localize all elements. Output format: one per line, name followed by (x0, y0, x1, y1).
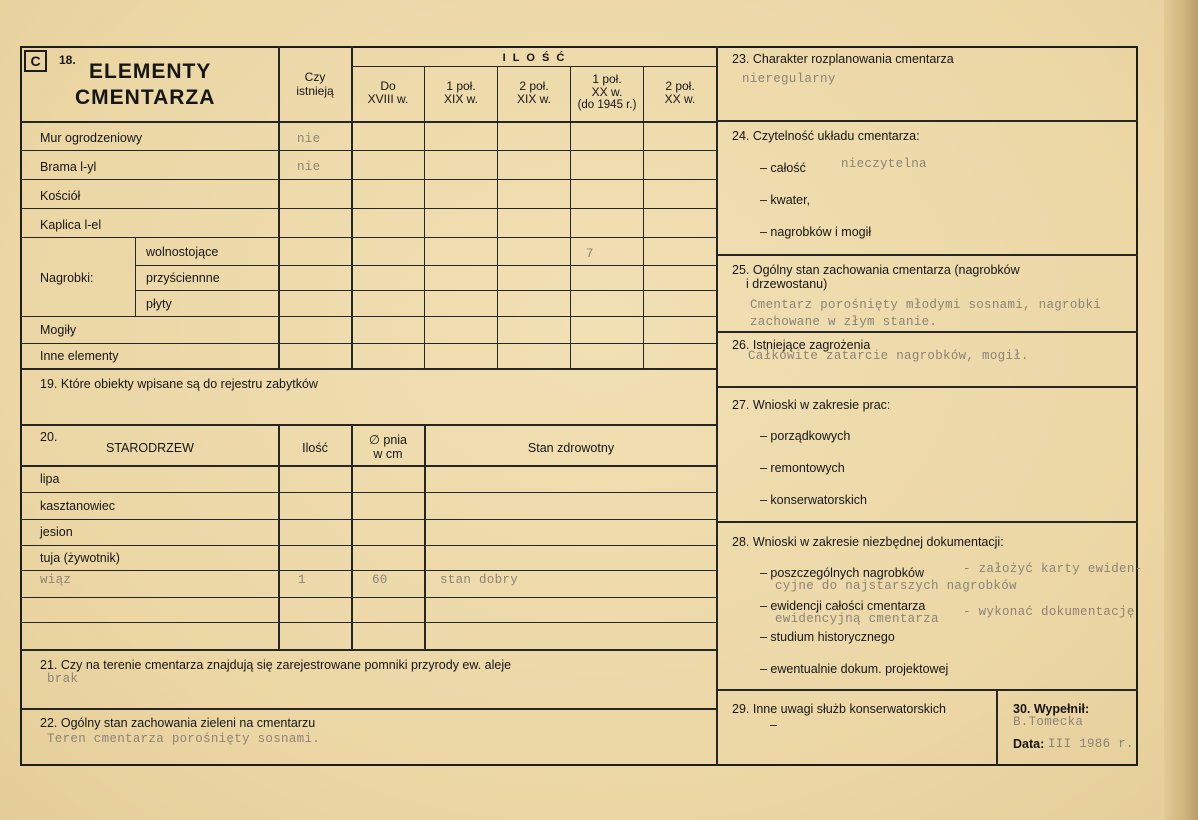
s30-date-label: Data: (1013, 737, 1045, 751)
s24-bottom-line (717, 254, 1138, 256)
s23-answer: nieregularny (742, 72, 836, 86)
s28-ewentualnie: – ewentualnie dokum. projektowej (760, 662, 949, 676)
row-line (135, 290, 717, 291)
s18-header-line (20, 121, 717, 123)
col-do-xviii-2: XVIII w. (367, 92, 409, 106)
s20-title: STARODRZEW (106, 441, 194, 455)
s24-calosc: – całość (760, 161, 806, 175)
col-1pol-xix-2: XIX w. (443, 92, 478, 106)
s30-date: III 1986 r. (1048, 737, 1134, 751)
col-1pol-xx-2: XX w. (591, 85, 623, 99)
s23-label: 23. Charakter rozplanowania cmentarza (732, 52, 954, 66)
s20-col-ilosc: Ilość (302, 441, 328, 455)
s21-bottom-line (20, 708, 717, 710)
tree-wiaz-pien: 60 (372, 573, 388, 587)
row-label-mur: Mur ogrodzeniowy (40, 131, 143, 145)
s20-row-line (20, 519, 717, 520)
row-label-kaplica: Kaplica l-el (40, 218, 102, 232)
col-czy-header: Czy (304, 70, 326, 84)
col-1pol-xix: 1 poł. (446, 79, 476, 93)
s28-ewidencji-answer-2: ewidencyjną cmentarza (775, 612, 939, 626)
s28-label: 28. Wnioski w zakresie niezbędnej dokumentacji: (732, 535, 1004, 549)
col-line-3 (424, 66, 425, 369)
s30-label: 30. Wypełnił: (1013, 702, 1090, 716)
row-label-brama: Brama l-yl (40, 160, 97, 174)
s29-label: 29. Inne uwagi służb konserwatorskich (732, 702, 947, 716)
s29-answer: – (770, 718, 777, 732)
s18-title-line-2: CMENTARZA (75, 86, 216, 109)
s26-answer: Całkowite zatarcie nagrobków, mogił. (748, 349, 1029, 363)
col-2pol-xix-2: XIX w. (516, 92, 551, 106)
s24-calosc-answer: nieczytelna (841, 157, 927, 171)
s20-row-line (20, 597, 717, 598)
s20-row-line (20, 545, 717, 546)
s22-answer: Teren cmentarza porośnięty sosnami. (47, 732, 321, 746)
row-line (20, 179, 717, 180)
s28-poszczegolnych: – poszczególnych nagrobków (760, 566, 924, 580)
s22-label: 22. Ogólny stan zachowania zieleni na cmentarzu (40, 716, 316, 730)
row-label-inne: Inne elementy (40, 349, 119, 363)
s25-label-2: i drzewostanu) (746, 277, 828, 291)
s25-bottom-line (717, 331, 1138, 333)
row-line (20, 150, 717, 151)
row-value-brama: nie (297, 160, 321, 174)
col-1pol-xx: 1 poł. (592, 72, 622, 86)
col-czy-header-2: istnieją (296, 84, 334, 98)
s27-porzadkowych: – porządkowych (760, 429, 851, 443)
s18-title-line-1: ELEMENTY (89, 60, 212, 83)
s20-col-line-3 (424, 424, 426, 649)
main-divider (716, 46, 718, 766)
s20-col-stan: Stan zdrowotny (527, 441, 615, 455)
s24-nagrobkow: – nagrobków i mogił (760, 225, 872, 239)
col-line-6 (643, 66, 644, 369)
s23-bottom-line (717, 120, 1138, 122)
ilosc-line (351, 66, 717, 67)
s20-row-line (20, 570, 717, 571)
s25-label: 25. Ogólny stan zachowania cmentarza (nagrobków (732, 263, 1020, 277)
row-line (20, 343, 717, 344)
row-line (20, 316, 717, 317)
s21-label: 21. Czy na terenie cmentarza znajdują się zarejestrowane pomniki przyrody ew. aleje (40, 658, 512, 672)
s20-number: 20. (40, 430, 58, 444)
row-label-kosciol: Kościół (40, 189, 81, 203)
s21-answer: brak (47, 672, 79, 686)
card-type-box: C (24, 50, 47, 72)
s27-label: 27. Wnioski w zakresie prac: (732, 398, 891, 412)
row-line (135, 265, 717, 266)
s24-label: 24. Czytelność układu cmentarza: (732, 129, 920, 143)
s28-ewidencji-answer-1: - wykonać dokumentację (963, 605, 1135, 619)
tree-wiaz: wiąz (40, 573, 72, 587)
s30-name: B.Tomecka (1013, 715, 1084, 729)
s26-bottom-line (717, 386, 1138, 388)
s28-bottom-line (717, 689, 1138, 691)
s18-number: 18. (59, 53, 76, 67)
s20-row-line (20, 492, 717, 493)
tree-tuja: tuja (żywotnik) (40, 551, 120, 565)
row-label-mogily: Mogiły (40, 323, 77, 337)
s20-col-line-1 (278, 424, 280, 649)
ilosc-header: I L O Ś Ć (502, 52, 567, 64)
s25-answer-1: Cmentarz porośnięty młodymi sosnami, nagrobki (750, 298, 1102, 312)
row-label-nagrobki: Nagrobki: (40, 271, 94, 285)
s20-col-pien-2: w cm (373, 447, 403, 461)
row-line (20, 208, 717, 209)
row-line (20, 237, 717, 238)
s27-bottom-line (717, 521, 1138, 523)
col-line-4 (497, 66, 498, 369)
s26-label: 26. Istniejące zagrożenia (732, 338, 871, 352)
s27-konserwatorskich: – konserwatorskich (760, 493, 867, 507)
tree-wiaz-ilosc: 1 (298, 573, 306, 587)
s20-row-line (20, 622, 717, 623)
s24-kwater: – kwater, (760, 193, 811, 207)
col-2pol-xx-2: XX w. (664, 92, 696, 106)
s28-studium: – studium historycznego (760, 630, 895, 644)
s20-header-line (20, 465, 717, 467)
tree-wiaz-stan: stan dobry (440, 573, 519, 587)
col-2pol-xx: 2 poł. (665, 79, 695, 93)
nagrobki-divider (135, 237, 136, 316)
s28-poszczegolnych-answer-1: - założyć karty ewiden- (963, 562, 1143, 576)
s28-poszczegolnych-answer-2: cyjne do najstarszych nagrobków (775, 579, 1017, 593)
value-wolnostojace-1pol-xx: 7 (586, 247, 594, 261)
row-label-plyty: płyty (146, 297, 172, 311)
row-label-przyscienne: przyściennne (146, 271, 220, 285)
col-do-xviii: Do (380, 79, 396, 93)
s18-bottom-line (20, 368, 717, 370)
row-label-wolnostojace: wolnostojące (146, 245, 219, 259)
s28-ewidencji: – ewidencji całości cmentarza (760, 599, 926, 613)
tree-lipa: lipa (40, 472, 60, 486)
row-value-mur: nie (297, 132, 321, 146)
s19-label: 19. Które obiekty wpisane są do rejestru zabytków (40, 377, 318, 391)
card-edge (1164, 0, 1198, 820)
tree-kasztanowiec: kasztanowiec (40, 499, 116, 513)
s25-answer-2: zachowane w złym stanie. (750, 315, 938, 329)
s20-col-pien: ∅ pnia (369, 433, 407, 447)
tree-jesion: jesion (40, 525, 73, 539)
col-2pol-xix: 2 poł. (519, 79, 549, 93)
s27-remontowych: – remontowych (760, 461, 845, 475)
s19-bottom-line (20, 424, 717, 426)
s20-bottom-line (20, 649, 717, 651)
s29-s30-divider (996, 689, 998, 766)
col-1pol-xx-3: (do 1945 r.) (577, 99, 637, 111)
